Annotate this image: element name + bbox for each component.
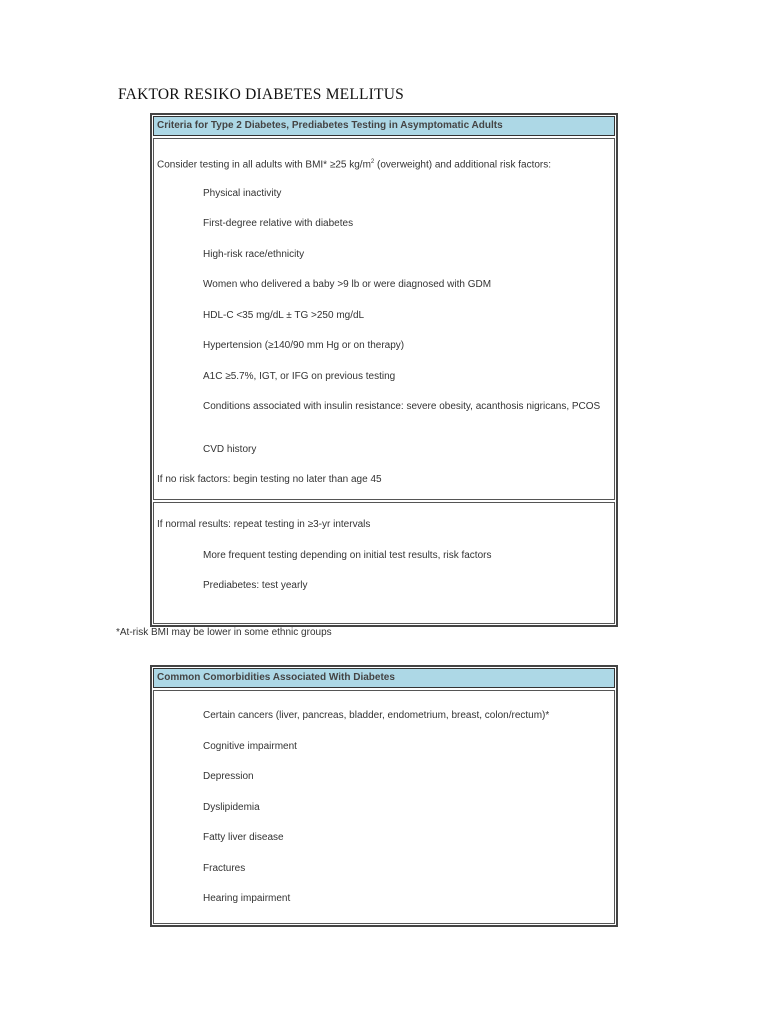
retesting-intro: If normal results: repeat testing in ≥3-yr intervals [157, 519, 371, 530]
risk-factor-item: HDL-C <35 mg/dL ± TG >250 mg/dL [203, 310, 365, 321]
retesting-item: More frequent testing depending on initial test results, risk factors [203, 550, 492, 561]
screening-intro-text: Consider testing in all adults with BMI* ≥25 kg/m [157, 159, 371, 171]
document-title: FAKTOR RESIKO DIABETES MELLITUS [118, 86, 404, 103]
screening-table-header: Criteria for Type 2 Diabetes, Prediabetes Testing in Asymptomatic Adults [153, 116, 615, 136]
risk-factor-item: A1C ≥5.7%, IGT, or IFG on previous testing [203, 371, 396, 382]
screening-closing: If no risk factors: begin testing no later than age 45 [157, 474, 382, 485]
risk-factor-item: Physical inactivity [203, 188, 282, 199]
risk-factor-item: CVD history [203, 444, 257, 455]
screening-intro [157, 156, 610, 171]
screening-intro-rest: (overweight) and additional risk factors: [374, 159, 552, 171]
comorbidities-table [150, 665, 618, 927]
comorbidity-item: Cognitive impairment [203, 741, 297, 752]
comorbidity-item: Certain cancers (liver, pancreas, bladder, endometrium, breast, colon/rectum)* [203, 710, 550, 721]
risk-factor-item: First-degree relative with diabetes [203, 218, 354, 229]
bmi-footnote: *At-risk BMI may be lower in some ethnic groups [116, 627, 332, 638]
comorbidities-table-header: Common Comorbidities Associated With Diabetes [153, 668, 615, 688]
comorbidity-item: Fatty liver disease [203, 832, 284, 843]
comorbidity-item: Dyslipidemia [203, 802, 260, 813]
risk-factor-item: Conditions associated with insulin resistance: severe obesity, acanthosis nigricans, PCOS [203, 401, 601, 412]
retesting-cell [153, 502, 615, 624]
screening-criteria-table [150, 113, 618, 627]
comorbidity-item: Fractures [203, 863, 246, 874]
comorbidity-item: Depression [203, 771, 254, 782]
risk-factor-item: Hypertension (≥140/90 mm Hg or on therapy) [203, 340, 405, 351]
risk-factor-item: Women who delivered a baby >9 lb or were diagnosed with GDM [203, 279, 492, 290]
risk-factor-item: High-risk race/ethnicity [203, 249, 305, 260]
screening-criteria-cell [153, 138, 615, 500]
screening-intro-superscript: 2 [370, 159, 375, 165]
comorbidities-cell [153, 690, 615, 924]
comorbidity-item: Hearing impairment [203, 893, 291, 904]
retesting-item: Prediabetes: test yearly [203, 580, 308, 591]
